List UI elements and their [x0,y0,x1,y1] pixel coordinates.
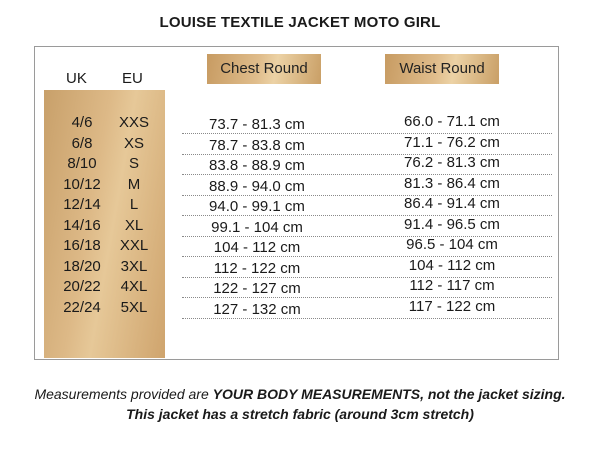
measurement-row [182,175,552,196]
chest-round-header: Chest Round [207,54,321,84]
eu-size: 3XL [120,257,148,275]
dotted-divider [182,318,552,319]
waist-measurement: 66.0 - 71.1 cm [404,113,500,130]
measurement-row [182,277,552,298]
waist-measurement: 91.4 - 96.5 cm [404,215,500,233]
waist-measurement: 117 - 122 cm [408,297,496,315]
page-title: LOUISE TEXTILE JACKET MOTO GIRL [159,14,441,31]
chest-measurement: 94.0 - 99.1 cm [209,198,305,215]
measurement-row [182,216,552,237]
size-row [44,176,165,197]
waist-measurement: 104 - 112 cm [408,256,496,274]
chest-measurement: 104 - 112 cm [213,239,301,256]
waist-measurement: 81.3 - 86.4 cm [404,174,500,192]
measurement-row [182,195,552,216]
measurement-row [182,236,552,257]
eu-size: 5XL [120,298,148,316]
eu-column-header: EU [122,70,143,87]
waist-measurement: 112 - 117 cm [409,277,495,294]
uk-column-header: UK [66,70,87,87]
eu-size: S [128,155,139,172]
waist-measurement: 86.4 - 91.4 cm [404,195,500,212]
eu-size: XS [123,134,144,152]
size-row [44,278,165,299]
uk-size: 8/10 [67,155,97,172]
eu-size: XL [124,216,144,234]
eu-size: 4XL [120,278,148,295]
chest-measurement: 83.8 - 88.9 cm [209,157,305,174]
size-row [44,135,165,156]
measurement-row [182,113,552,134]
measurement-note-prefix: Measurements provided are [34,386,213,402]
uk-size: 10/12 [63,175,101,193]
measurement-row [182,154,552,175]
size-row [44,196,165,217]
uk-size: 6/8 [71,134,93,152]
chest-measurement: 99.1 - 104 cm [211,218,303,236]
measurement-row [182,298,552,319]
chest-measurement: 122 - 127 cm [213,280,301,297]
size-row [44,258,165,279]
chest-measurement: 127 - 132 cm [213,300,301,318]
uk-size: 20/22 [63,278,101,295]
measurement-note-emphasis: YOUR BODY MEASUREMENTS, not the jacket sizing. [212,386,566,402]
size-row [44,299,165,320]
size-row [44,237,165,258]
chest-measurement: 112 - 122 cm [213,259,301,277]
eu-size: M [127,175,141,193]
uk-size: 12/14 [63,196,101,213]
uk-size: 16/18 [63,237,101,254]
uk-size: 22/24 [63,298,101,316]
measurement-note [0,386,600,402]
stretch-note: This jacket has a stretch fabric (around 3cm stretch) [126,406,474,422]
waist-measurement: 76.2 - 81.3 cm [404,154,500,171]
size-row [44,217,165,238]
waist-measurement: 96.5 - 104 cm [406,236,498,253]
eu-size: XXS [118,114,149,131]
size-row [44,114,165,135]
waist-round-header: Waist Round [385,54,499,84]
chest-measurement: 73.7 - 81.3 cm [209,116,305,133]
uk-size: 4/6 [71,114,93,131]
measurement-row [182,257,552,278]
measurement-row [182,134,552,155]
size-row [44,155,165,176]
waist-measurement: 71.1 - 76.2 cm [404,133,500,151]
uk-size: 14/16 [63,216,101,234]
eu-size: XXL [119,237,149,254]
uk-size: 18/20 [63,257,101,275]
eu-size: L [129,196,139,213]
chest-measurement: 78.7 - 83.8 cm [209,136,305,154]
chest-measurement: 88.9 - 94.0 cm [209,177,305,195]
